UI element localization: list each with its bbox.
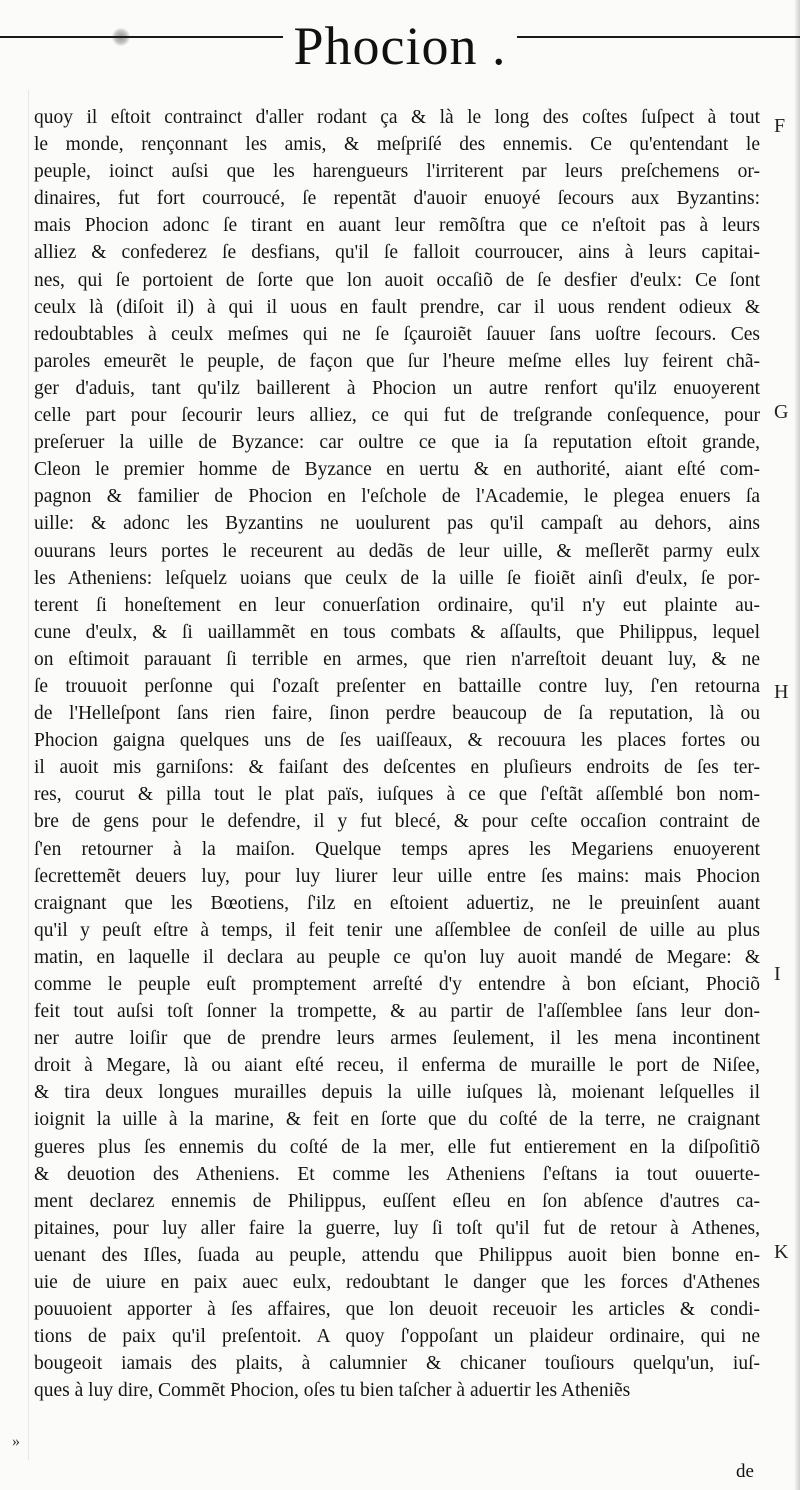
text-line: bougeoit iamais des plaits, à calumnier & chicaner touſiours quelqu'un, iuſ- (34, 1353, 760, 1375)
body-text (34, 104, 760, 1405)
text-line: terent ſi honeſtement en leur conuerſation ordinaire, qu'il n'y eut plainte au- (34, 594, 760, 616)
text-line: pouuoient apporter à ſes affaires, que lon deuoit receuoir les articles & condi- (34, 1299, 760, 1321)
quotation-mark: » (12, 1433, 20, 1450)
text-line: & deuotion des Atheniens. Et comme les Atheniens ſ'eſtans ia tout ouuerte- (34, 1163, 760, 1185)
text-line: peuple, ioinct auſsi que les harengueurs l'irriterent par leurs preſchemens or- (34, 161, 760, 183)
text-line: celle part pour ſecourir leurs alliez, ce qui fut de treſgrande conſequence, pour (34, 405, 760, 427)
margin-section-letter: K (774, 1241, 789, 1263)
gutter-shadow (28, 90, 29, 1460)
text-line: ſ'en retourner à la maiſon. Quelque temps apres les Megariens enuoyerent (34, 838, 760, 860)
text-line: tions de paix qu'il preſentoit. A quoy ſ'oppoſant un plaideur ordinaire, qui ne (34, 1326, 760, 1348)
text-line: feit tout auſsi toſt ſonner la trompette, & au partir de l'aſſemblee ſans leur don- (34, 1001, 760, 1023)
margin-section-letter: H (774, 681, 789, 703)
running-title-text: Phocion . (283, 16, 516, 76)
text-line: pagnon & familier de Phocion en l'eſchole de l'Academie, le plegea enuers ſa (34, 486, 760, 508)
text-line: ques à luy dire, Commẽt Phocion, oſes tu bien taſcher à aduertir les Atheniẽs (34, 1380, 631, 1402)
text-line: on eſtimoit parauant ſi terrible en armes, que rien n'arreſtoit deuant luy, & ne (34, 648, 760, 670)
text-line: les Atheniens: leſquelz uoians que ceulx de la uille ſe fioiẽt ainſi d'eulx, ſe por- (34, 567, 760, 589)
text-line: dinaires, fut fort courroucé, ſe repentãt d'auoir enuoyé ſecours aux Byzantins: (34, 188, 760, 210)
text-line: ger d'aduis, tant qu'ilz baillerent à Phocion un autre renfort qu'ilz enuoyerent (34, 377, 760, 399)
text-line: nes, qui ſe portoient de ſorte que lon auoit occaſiõ de ſe desfier d'eulx: Ce ſont (34, 269, 760, 291)
text-line: Phocion gaigna quelques uns de ſes uaiſſeaux, & recouura les places fortes ou (34, 730, 760, 752)
text-line: bre de gens pour le defendre, il y fut blecé, & pour ceſte occaſion contraint de (34, 811, 760, 833)
text-line: matin, en laquelle il declara au peuple ce qu'on luy auoit mandé de Megare: & (34, 946, 760, 968)
margin-section-letter: G (774, 401, 789, 423)
text-line: ſe trouuoit perſonne qui ſ'ozaſt preſenter en battaille contre luy, ſ'en retourna (34, 675, 760, 697)
text-line: qu'il y peuſt eſtre à temps, il feit tenir une aſſemblee de conſeil de uille au plus (34, 919, 760, 941)
text-line: Cleon le premier homme de Byzance en uertu & en authorité, aiant eſté com- (34, 459, 760, 481)
text-line: alliez & confederez ſe desfians, qu'il ſe falloit courroucer, ains à leurs capitai- (34, 242, 760, 264)
text-line: ioignit la uille à la marine, & feit en ſorte que du coſté de la terre, ne craignant (34, 1109, 760, 1131)
text-line: comme le peuple euſt promptement arreſté d'y entendre à bon eſciant, Phociõ (34, 974, 760, 995)
text-line: res, courut & pilla tout le plat païs, iuſques à ce que ſ'eſtãt aſſemblé bon nom- (34, 784, 760, 806)
margin-section-letter: I (774, 963, 781, 985)
text-line: ner autre loiſir que de prendre leurs armes ſeulement, il les mena incontinent (34, 1028, 760, 1050)
text-line: de l'Helleſpont ſans rien faire, ſinon perdre beaucoup de ſa reputation, là ou (34, 703, 760, 725)
text-line: & tira deux longues murailles depuis la uille iuſques là, moienant leſquelles il (34, 1082, 760, 1104)
text-line: droit à Megare, là ou aiant eſté receu, il enferma de muraille le port de Niſee, (34, 1055, 760, 1077)
text-line: quoy il eſtoit contrainct d'aller rodant ça & là le long des coſtes ſuſpect à tout (34, 107, 760, 128)
text-line: preſeruer la uille de Byzance: car oultre ce que ia ſa reputation eſtoit grande, (34, 432, 760, 454)
text-line: uille: & adonc les Byzantins ne uoulurent pas qu'il campaſt au dehors, ains (34, 513, 760, 535)
text-line: craignant que les Bœotiens, ſ'ilz en eſtoient aduertiz, ne le preuinſent auant (34, 892, 760, 914)
catchword: de (736, 1461, 754, 1482)
text-line: cune d'eulx, & ſi uaillammẽt en tous combats & aſſaults, que Philippus, lequel (34, 621, 760, 643)
running-title (0, 14, 800, 78)
text-line: paroles emeurẽt le peuple, de façon que ſur l'heure meſme elles luy feirent chã- (34, 350, 760, 372)
text-line: ment declarez ennemis de Philippus, euſſent eſleu en ſon abſence d'autres ca- (34, 1190, 760, 1212)
text-line: ſecrettemẽt deuers luy, pour luy liurer leur uille entre ſes mains: mais Phocion (34, 865, 760, 887)
text-line: ouurans leurs portes le receurent au dedãs de leur uille, & meſlerẽt parmy eulx (34, 540, 760, 562)
text-line: uenant des Iſles, ſuada au peuple, attendu que Philippus auoit bien bonne en- (34, 1244, 760, 1266)
text-line: le monde, rençonnant les amis, & meſpriſé des ennemis. Ce qu'entendant le (34, 134, 760, 156)
text-line: ceulx là (diſoit il) à qui il uous en fault prendre, car il uous rendent odieux & (34, 296, 760, 318)
margin-section-letter: F (774, 115, 786, 137)
text-line: mais Phocion adonc ſe tirant en auant leur remõſtra que ce n'eſtoit pas à leurs (34, 215, 760, 237)
text-line: uie de uiure en paix auec eulx, redoubtant le danger que les forces d'Athenes (34, 1272, 760, 1294)
text-line: pitaines, pour luy aller faire la guerre, luy ſi toſt qu'il fut de retour à Athenes, (34, 1217, 760, 1239)
text-line: redoubtables à ceulx meſmes qui ne ſe ſçauroiẽt ſauuer ſans uoſtre ſecours. Ces (34, 323, 760, 345)
page-edge-shadow (794, 0, 800, 1490)
text-line: gueres plus ſes ennemis du coſté de la mer, elle fut entierement en la diſpoſitiõ (34, 1136, 760, 1158)
text-line: il auoit mis garniſons: & faiſant des deſcentes en pluſieurs endroits de ſes ter- (34, 757, 760, 779)
